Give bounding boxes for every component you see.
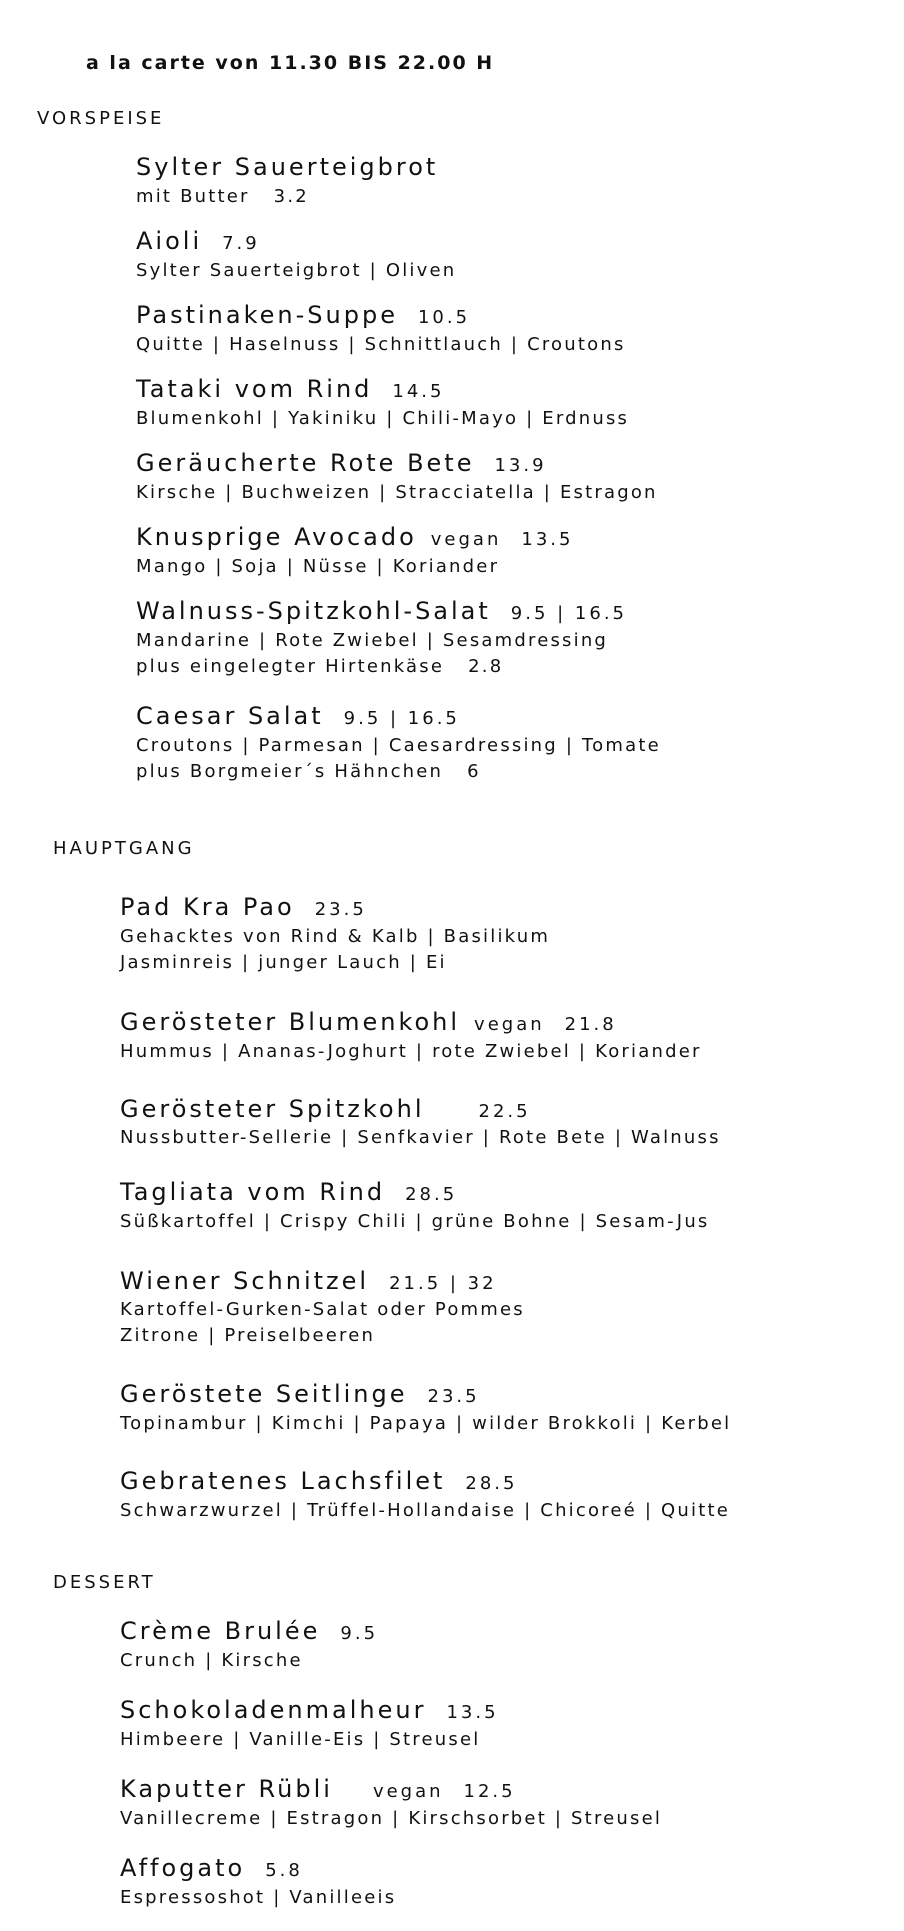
dish-price: 9.5 | 16.5 — [343, 708, 460, 729]
dish-price: 13.5 — [446, 1702, 499, 1723]
menu-item-details: Topinambur | Kimchi | Papaya | wilder Brokkoli | Kerbel — [120, 1413, 732, 1434]
dish-name: Crème Brulée — [120, 1617, 321, 1645]
menu-item-title — [120, 1775, 516, 1803]
menu-item-details: Vanillecreme | Estragon | Kirschsorbet | Streusel — [120, 1808, 663, 1829]
vegan-tag: vegan — [372, 1781, 444, 1802]
dish-price: 14.5 — [392, 381, 445, 402]
menu-item-details: Kartoffel-Gurken-Salat oder Pommes — [120, 1299, 525, 1320]
dish-price: 5.8 — [265, 1860, 303, 1881]
extra-price: 2.8 — [468, 656, 504, 677]
menu-item-extra — [136, 761, 481, 782]
menu-item-details: Mandarine | Rote Zwiebel | Sesamdressing — [136, 630, 609, 651]
dish-name: Pastinaken-Suppe — [136, 301, 398, 329]
menu-item-details: Hummus | Ananas-Joghurt | rote Zwiebel | Koriander — [120, 1041, 702, 1062]
dish-price: 22.5 — [478, 1101, 531, 1122]
menu-item-details — [136, 186, 309, 207]
menu-item-details-2: Zitrone | Preiselbeeren — [120, 1325, 376, 1346]
menu-item-details: Himbeere | Vanille-Eis | Streusel — [120, 1729, 481, 1750]
menu-item-title — [120, 1267, 497, 1295]
dish-price: 21.5 | 32 — [389, 1273, 497, 1294]
menu-item-title — [120, 1617, 378, 1645]
menu-item-title — [120, 1854, 303, 1882]
dish-name: Caesar Salat — [136, 702, 324, 730]
extra-option: plus eingelegter Hirtenkäse — [136, 656, 445, 677]
dish-price: 28.5 — [405, 1184, 458, 1205]
menu-item-details: Quitte | Haselnuss | Schnittlauch | Croutons — [136, 334, 626, 355]
dish-price: 9.5 | 16.5 — [510, 603, 628, 624]
dish-price: 10.5 — [417, 307, 471, 328]
menu-item-title — [136, 375, 444, 403]
menu-item-details-2: Jasminreis | junger Lauch | Ei — [120, 952, 447, 973]
dish-price: 21.8 — [564, 1014, 617, 1035]
dish-price: 28.5 — [465, 1473, 518, 1494]
menu-item-title — [120, 1696, 499, 1724]
menu-item-details: Sylter Sauerteigbrot | Oliven — [136, 260, 457, 281]
dish-name: Gerösteter Blumenkohl — [120, 1008, 461, 1036]
menu-item-title — [136, 597, 627, 625]
dish-price: 7.9 — [222, 233, 260, 254]
dish-name: Walnuss-Spitzkohl-Salat — [136, 597, 491, 625]
dish-name: Aioli — [136, 227, 203, 255]
menu-item-title — [120, 1178, 457, 1206]
menu-item-details: Nussbutter-Sellerie | Senfkavier | Rote Bete | Walnuss — [120, 1127, 721, 1148]
vegan-tag: vegan — [474, 1014, 545, 1035]
dish-price: 12.5 — [463, 1781, 516, 1802]
dish-name: Sylter Sauerteigbrot — [136, 153, 439, 181]
dish-price: 9.5 — [340, 1623, 379, 1644]
menu-item-title — [136, 153, 438, 181]
dish-name: Kaputter Rübli — [120, 1775, 333, 1803]
menu-item-details: Gehacktes von Rind & Kalb | Basilikum — [120, 926, 551, 947]
dish-name: Tagliata vom Rind — [120, 1178, 386, 1206]
menu-item-details: Kirsche | Buchweizen | Stracciatella | Estragon — [136, 482, 658, 503]
extra-option: plus Borgmeier´s Hähnchen — [136, 761, 444, 782]
menu-item-extra — [136, 656, 503, 677]
dish-name: Geräucherte Rote Bete — [136, 449, 475, 477]
dish-name: Geröstete Seitlinge — [120, 1380, 408, 1408]
dish-name: Knusprige Avocado — [136, 523, 417, 551]
menu-item-title — [136, 523, 573, 551]
menu-item-details: Croutons | Parmesan | Caesardressing | Tomate — [136, 735, 661, 756]
section-heading-dessert: DESSERT — [53, 1572, 156, 1593]
menu-item-title — [136, 301, 470, 329]
vegan-tag: vegan — [430, 529, 502, 550]
dish-details: mit Butter — [136, 186, 250, 207]
dish-price: 13.9 — [494, 455, 547, 476]
menu-item-details: Schwarzwurzel | Trüffel-Hollandaise | Chicoreé | Quitte — [120, 1500, 731, 1521]
dish-price: 23.5 — [427, 1386, 480, 1407]
dish-name: Schokoladenmalheur — [120, 1696, 427, 1724]
dish-name: Affogato — [120, 1854, 246, 1882]
dish-price: 23.5 — [314, 899, 367, 920]
menu-item-title — [120, 893, 367, 921]
menu-item-title — [136, 702, 460, 730]
dish-price: 3.2 — [273, 186, 309, 207]
menu-item-title — [120, 1008, 617, 1036]
dish-price: 13.5 — [521, 529, 574, 550]
menu-item-title — [120, 1380, 480, 1408]
menu-item-title — [120, 1467, 517, 1495]
dish-name: Pad Kra Pao — [120, 893, 295, 921]
menu-item-details: Süßkartoffel | Crispy Chili | grüne Bohne | Sesam-Jus — [120, 1211, 710, 1232]
menu-item-details: Blumenkohl | Yakiniku | Chili-Mayo | Erdnuss — [136, 408, 630, 429]
section-heading-vorspeise: VORSPEISE — [37, 108, 165, 129]
menu-item-details: Mango | Soja | Nüsse | Koriander — [136, 556, 500, 577]
menu-item-title — [136, 227, 260, 255]
section-heading-hauptgang: HAUPTGANG — [53, 838, 195, 859]
menu-item-title — [120, 1095, 531, 1123]
opening-hours: a la carte von 11.30 BIS 22.00 H — [86, 52, 495, 74]
menu-item-details: Espressoshot | Vanilleeis — [120, 1887, 397, 1908]
extra-price: 6 — [467, 761, 481, 782]
dish-name: Wiener Schnitzel — [120, 1267, 370, 1295]
dish-name: Gerösteter Spitzkohl — [120, 1095, 425, 1123]
menu-item-details: Crunch | Kirsche — [120, 1650, 303, 1671]
dish-name: Gebratenes Lachsfilet — [120, 1467, 446, 1495]
dish-name: Tataki vom Rind — [136, 375, 373, 403]
menu-item-title — [136, 449, 547, 477]
